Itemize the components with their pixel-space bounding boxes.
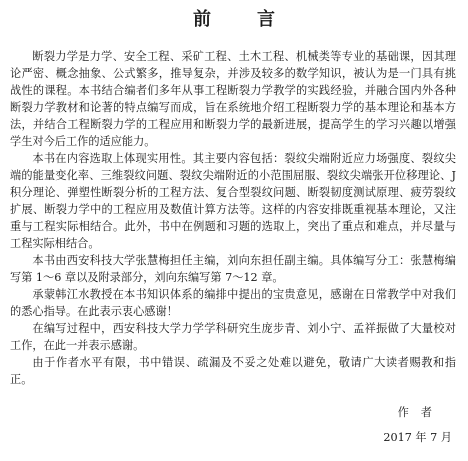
signature-author: 作者 xyxy=(397,406,444,419)
paragraph: 在编写过程中，西安科技大学力学学科研究生庞步青、刘小宁、孟祥振做了大量校对工作，在此一并表示感谢。 xyxy=(10,322,456,352)
paragraph: 由于作者水平有限，书中错误、疏漏及不妥之处难以避免，敬请广大读者赐教和指正。 xyxy=(10,356,456,386)
paragraph: 断裂力学是力学、安全工程、采矿工程、土木工程、机械类等专业的基础课，因其理论严密、概念抽象、公式繁多，推导复杂，并涉及较多的数学知识，被认为是一门具有挑战性的课程。本书结合编者们多年从事工程断裂力学教学的实践经验，并融合国内外各种断裂力学教材和论著的特点编写而成，旨在系统地介绍工程断裂力学的基本理论和基本方法，并结合工程断裂力学的工程应用和断裂力学的最新进展，提高学生的学习兴趣以增强学生对今后工作的适应能力。 xyxy=(10,50,456,148)
preface-body xyxy=(10,48,456,388)
page-title: 前 言 xyxy=(193,9,289,30)
paragraph: 本书由西安科技大学张慧梅担任主编，刘向东担任副主编。具体编写分工：张慧梅编写第 1～6 章以及附录部分，刘向东编写第 7～12 章。 xyxy=(10,254,456,284)
signature-date: 2017 年 7 月 xyxy=(383,431,452,444)
paragraph: 承蒙韩江水教授在本书知识体系的编排中提出的宝贵意见，感谢在日常教学中对我们的悉心指导。在此表示衷心感谢！ xyxy=(10,288,456,318)
paragraph: 本书在内容选取上体现实用性。其主要内容包括：裂纹尖端附近应力场强度、裂纹尖端的能量变化率、三维裂纹问题、裂纹尖端附近的小范围屈服、裂纹尖端张开位移理论、J 积分理论、弹塑性断裂分析的工程方法、复合型裂纹问题、断裂韧度测试原理、疲劳裂纹扩展、断裂力学中的工程应用及数值计算方法等。这样的内容安排既重视基本理论，又注重与工程实际相结合。此外，书中在例题和习题的选取上，突出了重点和难点，并尽量与工程实际相结合。 xyxy=(10,152,456,250)
signature-block xyxy=(342,404,452,446)
